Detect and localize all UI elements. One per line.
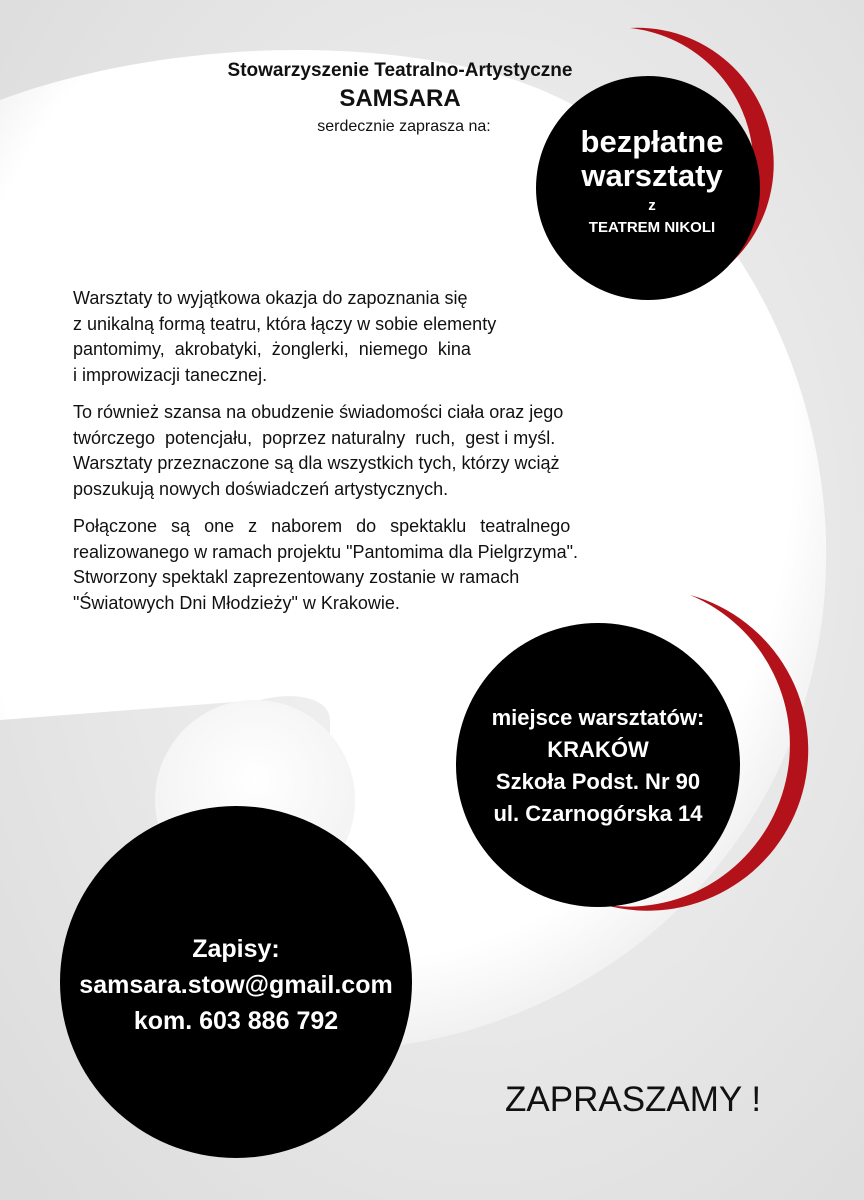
samsara-title: SAMSARA — [339, 85, 461, 112]
paragraph-2-line: poszukują nowych doświadczeń artystycznych. — [73, 478, 449, 499]
organization-name: Stowarzyszenie Teatralno-Artystyczne — [227, 60, 573, 81]
paragraph-3-line: realizowanego w ramach projektu "Pantomima dla Pielgrzyma". — [73, 541, 579, 562]
badge-workshops-line4: TEATREM NIKOLI — [588, 219, 716, 236]
badge-workshops-line1: bezpłatne — [580, 124, 724, 159]
badge-location-line3: Szkoła Podst. Nr 90 — [495, 769, 701, 794]
paragraph-1-line: pantomimy, akrobatyki, żonglerki, niemego kina — [73, 339, 471, 359]
badge-location-line4: ul. Czarnogórska 14 — [493, 801, 703, 826]
badge-signup — [56, 931, 416, 1039]
signup-label: Zapisy: — [192, 935, 280, 963]
signup-email-link[interactable]: samsara.stow@gmail.com — [79, 971, 393, 999]
paragraph-1-line: i improwizacji tanecznej. — [73, 364, 268, 385]
badge-workshops-line3: z — [648, 197, 656, 214]
paragraph-3-line: Połączone są one z naborem do spektaklu teatralnego — [73, 516, 571, 536]
closing-text: ZAPRASZAMY ! — [505, 1080, 762, 1119]
badge-workshops-line2: warsztaty — [581, 158, 723, 193]
paragraph-1-line: Warsztaty to wyjątkowa okazja do zapoznania się — [73, 288, 468, 308]
paragraph-3 — [73, 514, 713, 616]
badge-location — [468, 702, 728, 830]
paragraph-2-line: Warsztaty przeznaczone są dla wszystkich tych, którzy wciąż — [73, 453, 560, 473]
body-text — [73, 286, 713, 628]
paragraph-1-line: z unikalną formą teatru, która łączy w sobie elementy — [73, 313, 497, 334]
signup-phone: kom. 603 886 792 — [133, 1007, 339, 1035]
badge-workshops — [544, 125, 760, 237]
invite-text: serdecznie zaprasza na: — [317, 118, 491, 135]
badge-location-line2: KRAKÓW — [547, 737, 649, 762]
paragraph-1 — [73, 286, 713, 388]
paragraph-2-line: To również szansa na obudzenie świadomości ciała oraz jego — [73, 402, 564, 422]
paragraph-3-line: Stworzony spektakl zaprezentowany zostanie w ramach — [73, 567, 520, 587]
paragraph-2 — [73, 400, 713, 502]
badge-location-line1: miejsce warsztatów: — [491, 705, 705, 730]
paragraph-2-line: twórczego potencjału, poprzez naturalny ruch, gest i myśl. — [73, 427, 556, 448]
paragraph-3-line: "Światowych Dni Młodzieży" w Krakowie. — [73, 592, 400, 613]
